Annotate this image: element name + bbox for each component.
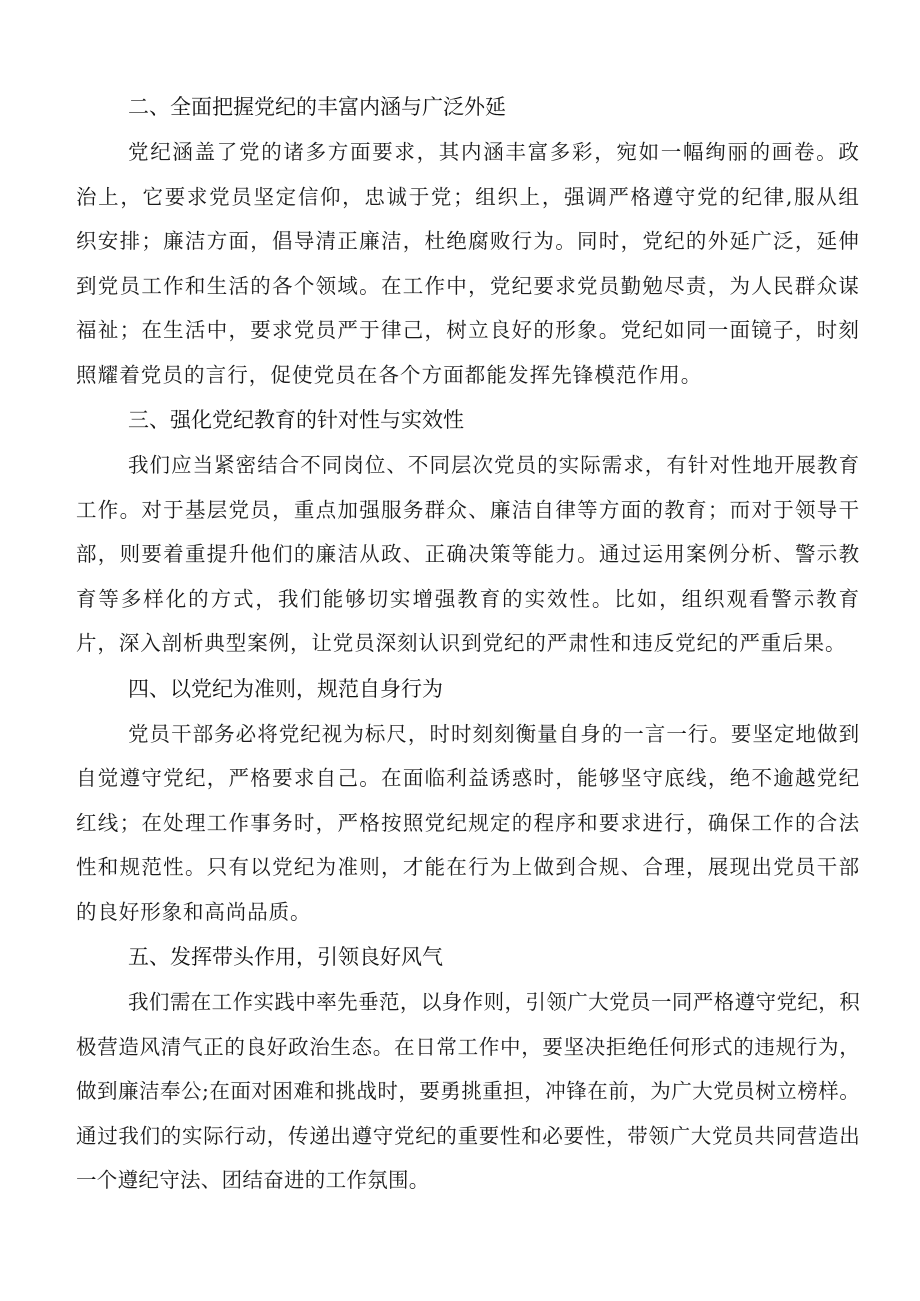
section-2 [76, 84, 860, 397]
section-5 [76, 934, 860, 1203]
section-paragraph: 党员干部务必将党纪视为标尺，时时刻刻衡量自身的一言一行。要坚定地做到自觉遵守党纪，严格要求自己。在面临利益诱惑时，能够坚守底线，绝不逾越党纪红线；在处理工作事务时，严格按照党纪规定的程序和要求进行，确保工作的合法性和规范性。只有以党纪为准则，才能在行为上做到合规、合理，展现出党员干部的良好形象和高尚品质。 [76, 721, 860, 924]
section-3 [76, 397, 860, 666]
section-4 [76, 666, 860, 935]
document-page [76, 84, 860, 1203]
section-heading: 五、发挥带头作用，引领良好风气 [128, 945, 443, 969]
section-heading: 二、全面把握党纪的丰富内涵与广泛外延 [128, 95, 506, 119]
section-paragraph: 我们需在工作实践中率先垂范，以身作则，引领广大党员一同严格遵守党纪，积极营造风清气正的良好政治生态。在日常工作中，要坚决拒绝任何形式的违规行为，做到廉洁奉公;在面对困难和挑战时，要勇挑重担，冲锋在前，为广大党员树立榜样。通过我们的实际行动，传递出遵守党纪的重要性和必要性，带领广大党员共同营造出一个遵纪守法、团结奋进的工作氛围。 [76, 990, 860, 1192]
section-paragraph: 我们应当紧密结合不同岗位、不同层次党员的实际需求，有针对性地开展教育工作。对于基层党员，重点加强服务群众、廉洁自律等方面的教育；而对于领导干部，则要着重提升他们的廉洁从政、正确决策等能力。通过运用案例分析、警示教育等多样化的方式，我们能够切实增强教育的实效性。比如，组织观看警示教育片，深入剖析典型案例，让党员深刻认识到党纪的严肃性和违反党纪的严重后果。 [76, 453, 860, 655]
section-paragraph: 党纪涵盖了党的诸多方面要求，其内涵丰富多彩，宛如一幅绚丽的画卷。政治上，它要求党员坚定信仰，忠诚于党；组织上，强调严格遵守党的纪律,服从组织安排；廉洁方面，倡导清正廉洁，杜绝腐败行为。同时，党纪的外延广泛，延伸到党员工作和生活的各个领域。在工作中，党纪要求党员勤勉尽责，为人民群众谋福祉；在生活中，要求党员严于律己，树立良好的形象。党纪如同一面镜子，时刻照耀着党员的言行，促使党员在各个方面都能发挥先锋模范作用。 [76, 140, 860, 387]
section-heading: 三、强化党纪教育的针对性与实效性 [128, 408, 464, 432]
section-heading: 四、以党纪为准则，规范自身行为 [128, 676, 443, 701]
